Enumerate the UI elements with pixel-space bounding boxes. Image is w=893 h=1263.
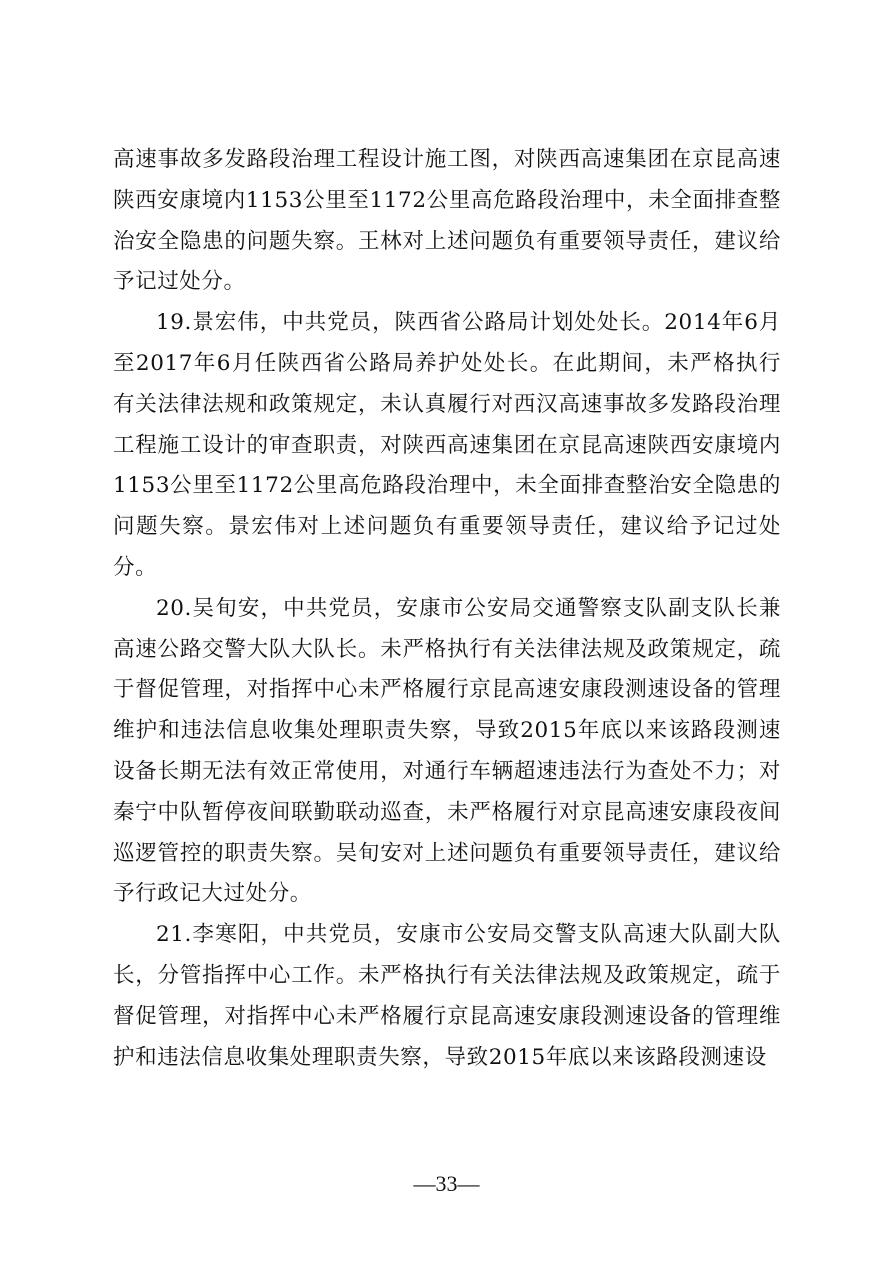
document-body [113,140,781,1078]
paragraph-item-21: 21.李寒阳，中共党员，安康市公安局交警支队高速大队副大队长，分管指挥中心工作。未严格执行有关法律法规及政策规定，疏于督促管理，对指挥中心未严格履行京昆高速安康段测速设备的管理维护和违法信息收集处理职责失察，导致2015年底以来该路段测速设 [113,922,781,1070]
paragraph-item-19: 19.景宏伟，中共党员，陕西省公路局计划处处长。2014年6月至2017年6月任陕西省公路局养护处处长。在此期间，未严格执行有关法律法规和政策规定，未认真履行对西汉高速事故多发路段治理工程施工设计的审查职责，对陕西高速集团在京昆高速陕西安康境内1153公里至1172公里高危路段治理中，未全面排查整治安全隐患的问题失察。景宏伟对上述问题负有重要领导责任，建议给予记过处分。 [113,310,781,580]
page-number: —33— [413,1171,480,1196]
paragraph-continuation: 高速事故多发路段治理工程设计施工图，对陕西高速集团在京昆高速陕西安康境内1153公里至1172公里高危路段治理中，未全面排查整治安全隐患的问题失察。王林对上述问题负有重要领导责任，建议给予记过处分。 [113,147,781,295]
paragraph-item-20: 20.吴旬安，中共党员，安康市公安局交通警察支队副支队长兼高速公路交警大队大队长。未严格执行有关法律法规及政策规定，疏于督促管理，对指挥中心未严格履行京昆高速安康段测速设备的管理维护和违法信息收集处理职责失察，导致2015年底以来该路段测速设备长期无法有效正常使用，对通行车辆超速违法行为查处不力；对秦宁中队暂停夜间联勤联动巡查，未严格履行对京昆高速安康段夜间巡逻管控的职责失察。吴旬安对上述问题负有重要领导责任，建议给予行政记大过处分。 [113,595,781,907]
